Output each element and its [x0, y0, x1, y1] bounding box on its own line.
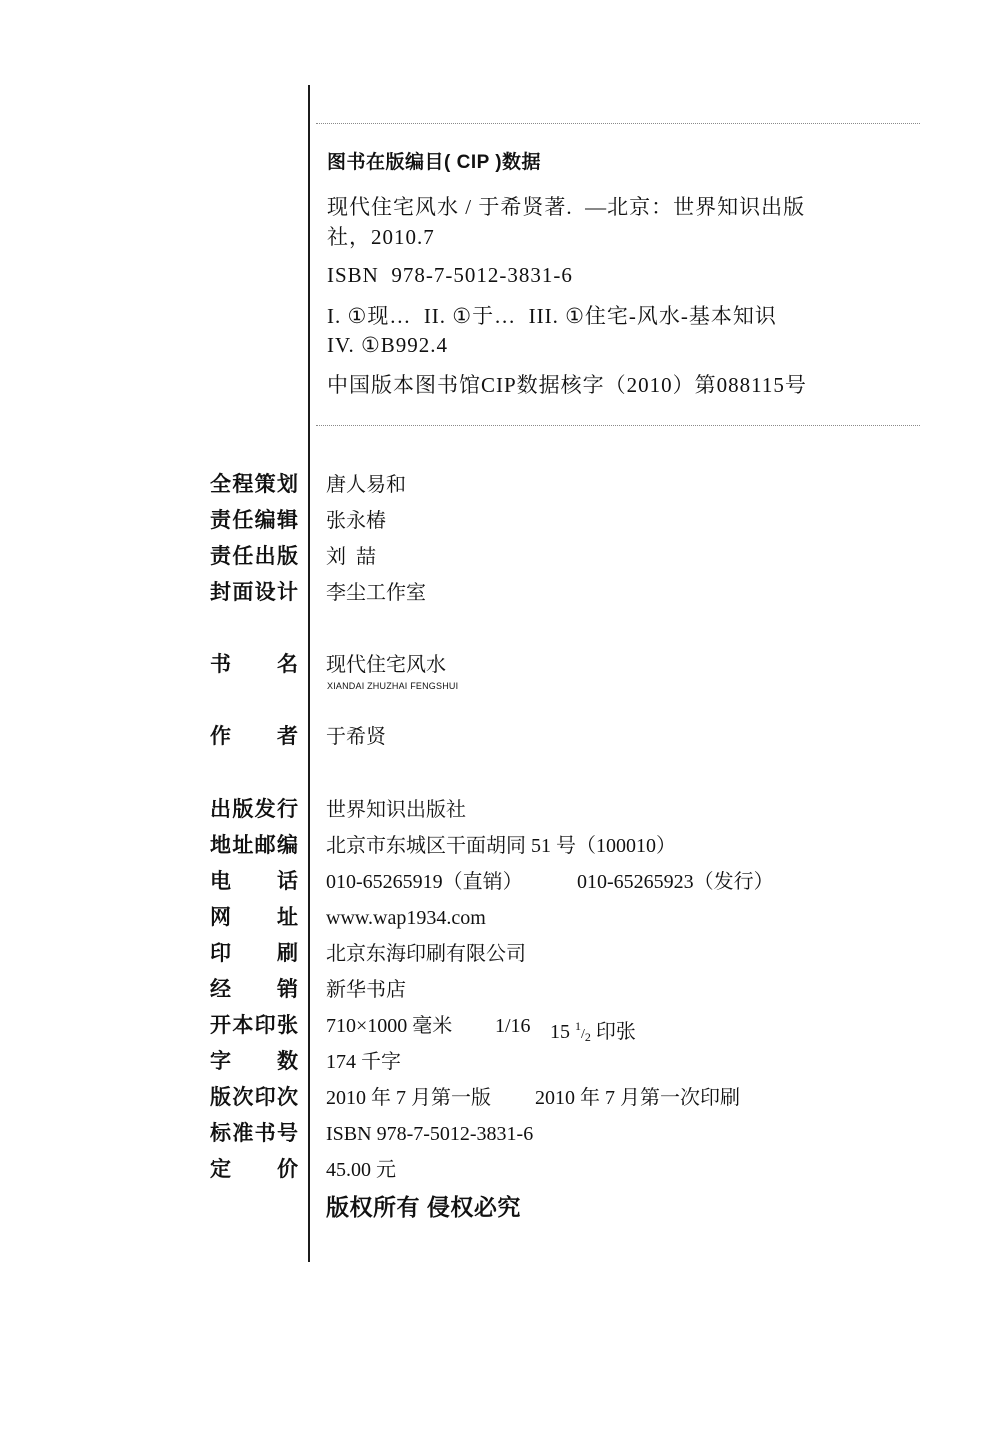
label-planning: 全程策划: [210, 473, 298, 496]
cip-isbn: ISBN 978-7-5012-3831-6: [327, 263, 573, 287]
label-price: 定 价: [210, 1158, 298, 1181]
label-cover-design: 封面设计: [210, 581, 298, 604]
cip-bottom-dotted-rule: [316, 425, 920, 426]
sheets-whole: 15: [550, 1021, 570, 1043]
title-pinyin: XIANDAI ZHUZHAI FENGSHUI: [327, 681, 459, 691]
value-address: 北京市东城区干面胡同 51 号（100010）: [326, 835, 676, 857]
value-phone-direct: 010-65265919（直销）: [326, 871, 523, 893]
label-printer: 印 刷: [210, 942, 298, 965]
value-printer: 北京东海印刷有限公司: [326, 943, 526, 965]
sheets-denominator: 2: [584, 1030, 591, 1044]
cip-record-line-2: 社，2010.7: [327, 225, 435, 249]
value-title: 现代住宅风水: [326, 654, 446, 676]
label-title: 书 名: [210, 653, 298, 676]
label-publisher: 出版发行: [210, 798, 298, 821]
label-phone: 电 话: [210, 870, 298, 893]
value-edition: 2010 年 7 月第一版: [326, 1087, 491, 1109]
label-isbn: 标准书号: [210, 1122, 298, 1145]
label-address: 地址邮编: [210, 834, 298, 857]
rights-notice: 版权所有 侵权必究: [326, 1194, 521, 1220]
label-production: 责任出版: [210, 545, 298, 568]
value-production: 刘 喆: [326, 546, 376, 568]
value-publisher: 世界知识出版社: [326, 799, 466, 821]
sheets-fraction-separator: /: [581, 1027, 585, 1042]
sheets-numerator: 1: [575, 1019, 581, 1033]
value-cover-design: 李尘工作室: [326, 582, 426, 604]
value-isbn: ISBN 978-7-5012-3831-6: [326, 1123, 534, 1145]
label-word-count: 字 数: [210, 1050, 298, 1073]
cip-top-dotted-rule: [316, 123, 920, 124]
value-phone-distribution: 010-65265923（发行）: [577, 871, 774, 893]
sheets-unit: 印张: [595, 1021, 636, 1043]
value-format-size: 710×1000 毫米: [326, 1015, 453, 1037]
value-format-sheets: [550, 1011, 636, 1052]
label-editor: 责任编辑: [210, 509, 298, 532]
value-distributor: 新华书店: [326, 979, 406, 1001]
cip-classification-line-1: I. ①现… II. ①于… III. ①住宅-风水-基本知识: [327, 304, 777, 328]
cip-number: 中国版本图书馆CIP数据核字（2010）第088115号: [327, 373, 807, 397]
value-word-count: 174 千字: [326, 1051, 401, 1073]
label-website: 网 址: [210, 906, 298, 929]
cip-classification-line-2: IV. ①B992.4: [327, 333, 449, 357]
value-website: www.wap1934.com: [326, 907, 486, 929]
cip-record-line-1: 现代住宅风水 / 于希贤著. —北京：世界知识出版: [327, 195, 806, 219]
value-editor: 张永椿: [326, 510, 386, 532]
value-author: 于希贤: [326, 726, 386, 748]
cip-heading: 图书在版编目( CIP )数据: [327, 152, 542, 173]
value-price: 45.00 元: [326, 1159, 396, 1181]
value-planning: 唐人易和: [326, 474, 406, 496]
label-edition: 版次印次: [210, 1086, 298, 1109]
value-printing: 2010 年 7 月第一次印刷: [535, 1087, 740, 1109]
vertical-rule: [308, 85, 310, 1262]
value-format-fold: 1/16: [495, 1015, 531, 1037]
label-format: 开本印张: [210, 1014, 298, 1037]
label-distributor: 经 销: [210, 978, 298, 1001]
label-author: 作 者: [210, 725, 298, 748]
